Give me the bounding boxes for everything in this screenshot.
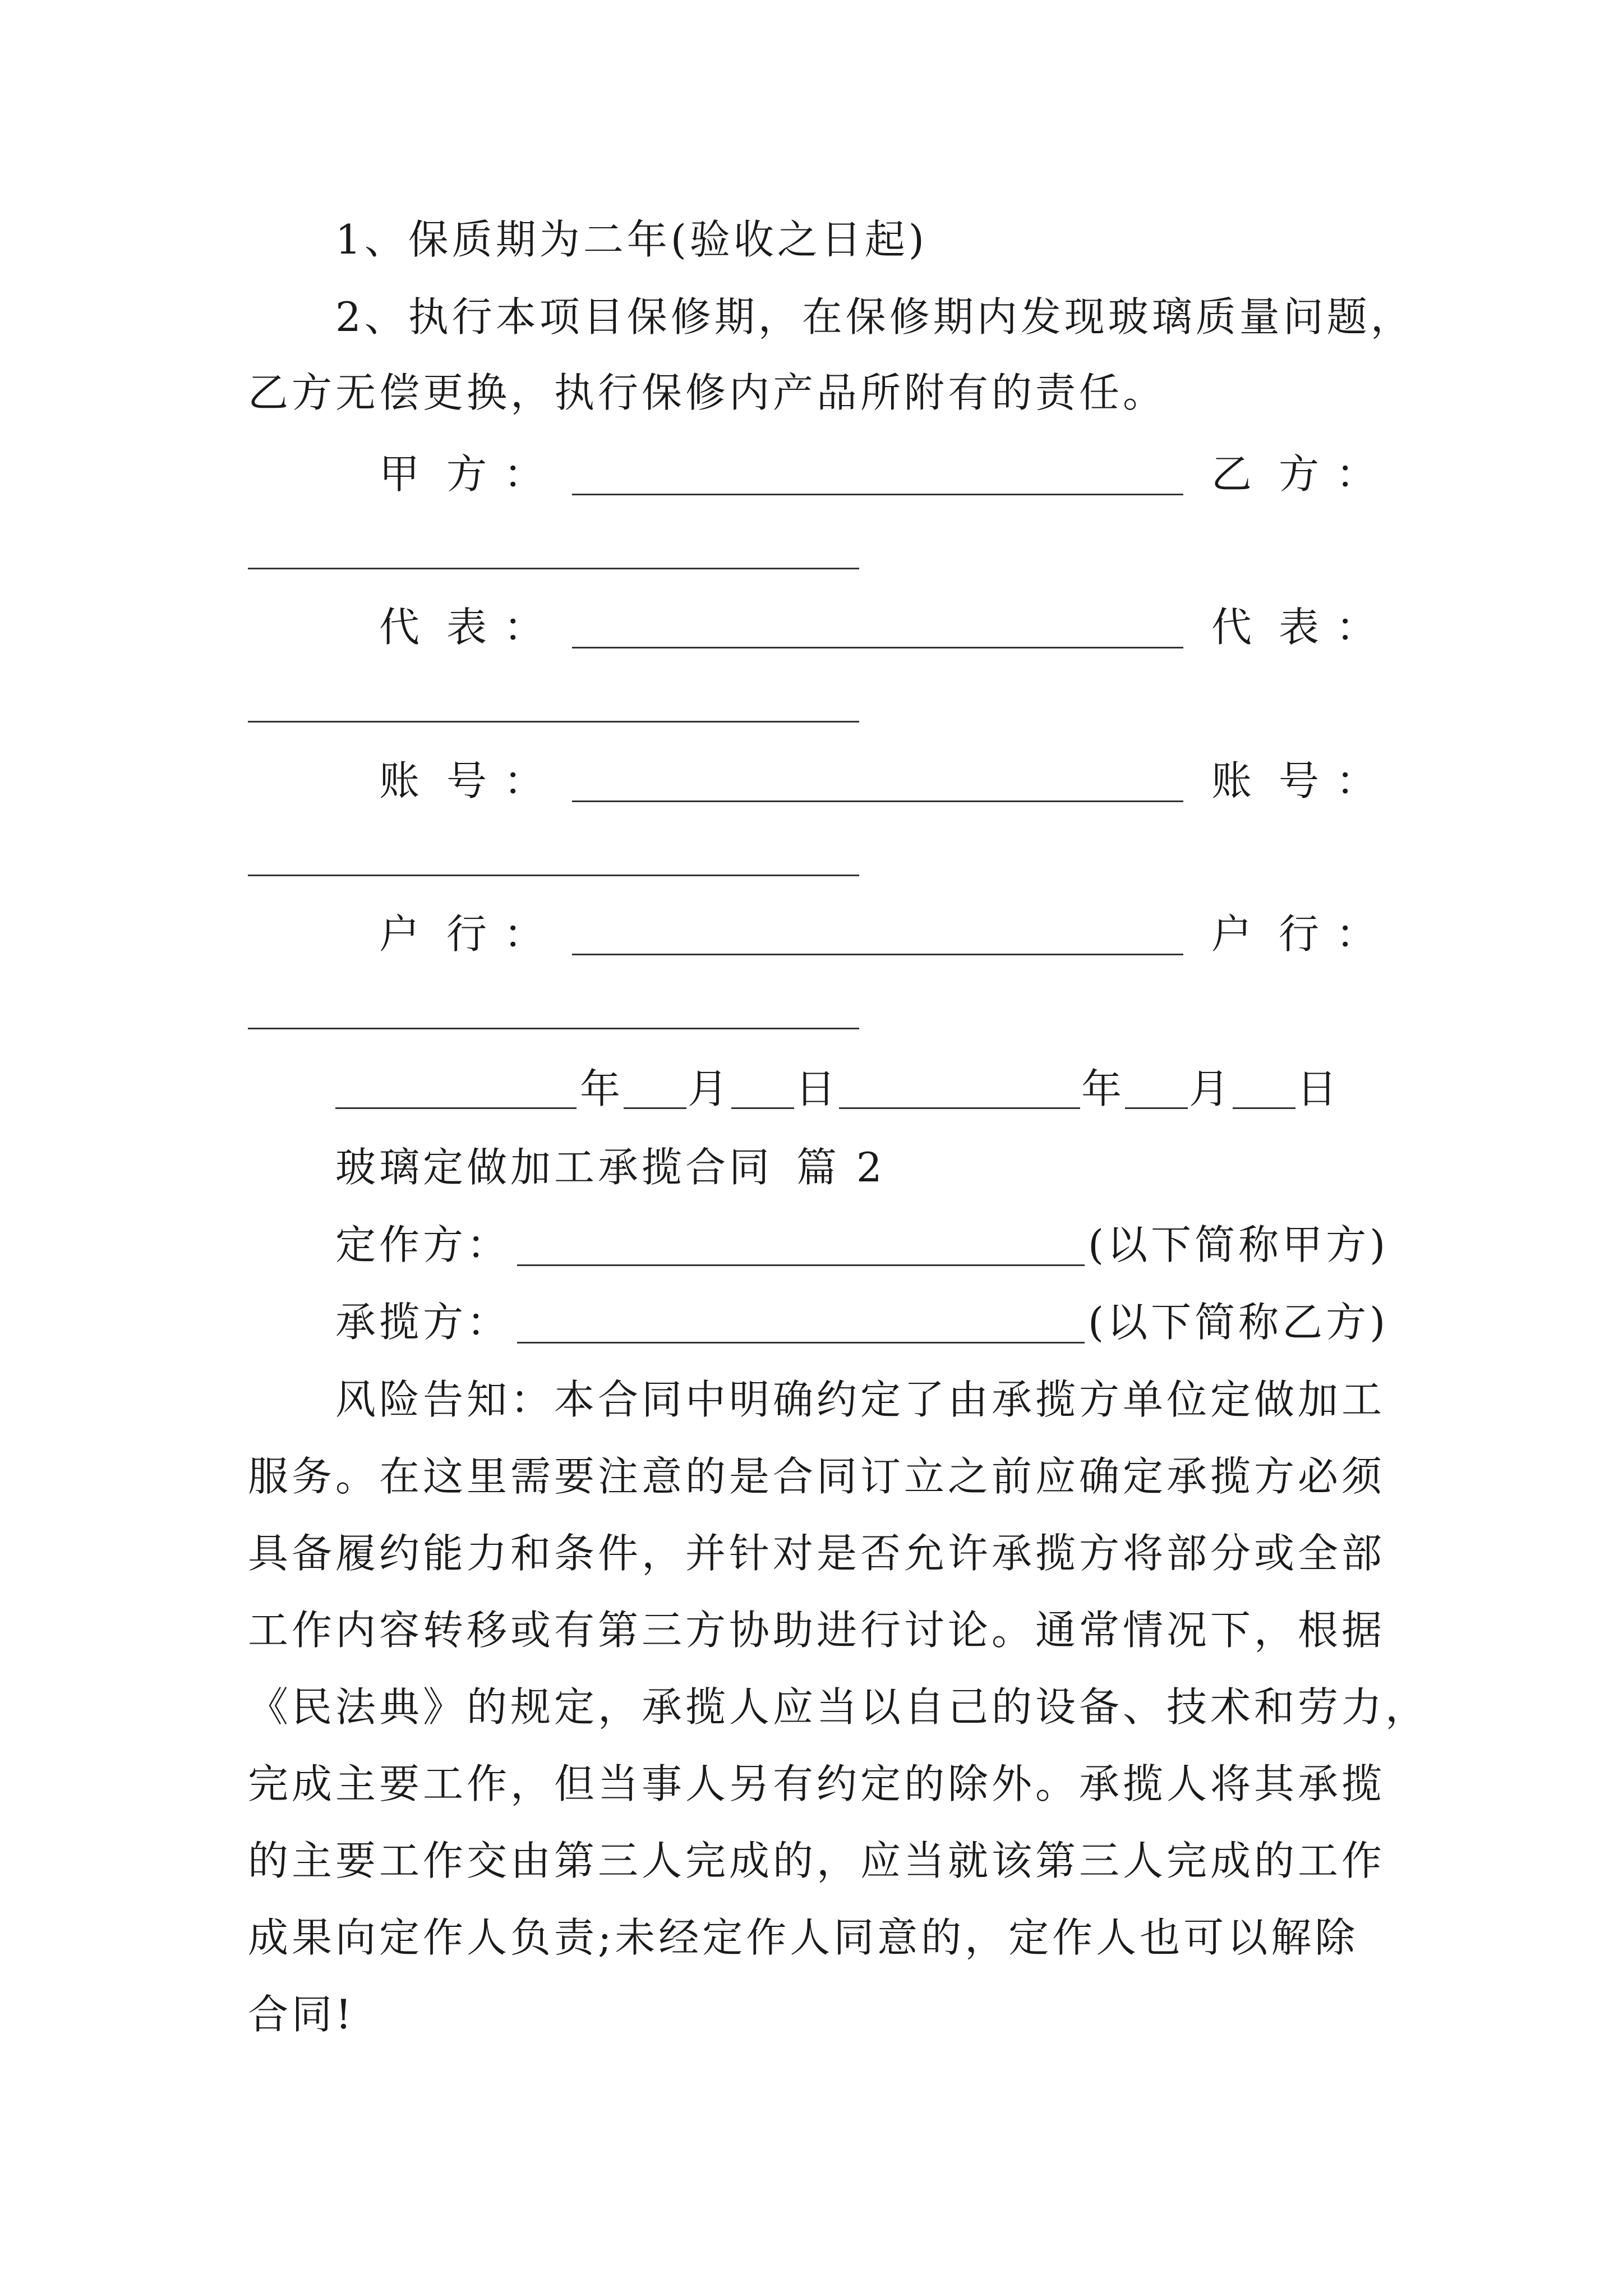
party-a-signature-line[interactable]	[572, 494, 1183, 495]
risk-notice-line: 风险告知：本合同中明确约定了由承揽方单位定做加工	[335, 1376, 1386, 1423]
date-a-month-label: 月	[688, 1065, 728, 1112]
date-a-month-blank[interactable]	[624, 1107, 686, 1109]
bank-b-line[interactable]	[248, 1028, 859, 1029]
bank-a-label-char-2: 行	[446, 910, 487, 958]
commissioning-party-label: 定作方：	[335, 1221, 511, 1268]
date-a-year-blank[interactable]	[335, 1107, 577, 1109]
party-a-colon: ：	[504, 450, 545, 498]
warranty-item-2-line-2: 乙方无偿更换，执行保修内产品所附有的责任。	[248, 369, 1167, 416]
rep-b-label-char-1: 代	[1211, 604, 1252, 651]
account-a-colon: ：	[504, 757, 545, 804]
contractor-party-blank[interactable]	[517, 1342, 1085, 1343]
contract-2-title: 玻璃定做加工承揽合同	[335, 1144, 773, 1191]
party-b-label-char-1: 乙	[1211, 450, 1252, 498]
rep-b-colon: ：	[1336, 604, 1377, 651]
date-b-day-blank[interactable]	[1233, 1107, 1295, 1109]
party-a-label-char-1: 甲	[379, 450, 420, 498]
date-b-month-blank[interactable]	[1125, 1107, 1188, 1109]
account-b-line[interactable]	[248, 875, 859, 876]
risk-notice-line: 成果向定作人负责;未经定作人同意的，定作人也可以解除	[248, 1914, 1359, 1961]
bank-b-label-char-2: 行	[1279, 910, 1320, 958]
party-b-colon: ：	[1336, 450, 1377, 498]
bank-a-label-char-1: 户	[379, 910, 420, 958]
account-b-label-char-1: 账	[1211, 757, 1252, 804]
account-a-line[interactable]	[572, 800, 1183, 802]
date-a-day-blank[interactable]	[731, 1107, 794, 1109]
date-b-year-label: 年	[1081, 1065, 1122, 1112]
bank-b-colon: ：	[1336, 910, 1377, 958]
date-b-month-label: 月	[1189, 1065, 1230, 1112]
rep-a-signature-line[interactable]	[572, 647, 1183, 648]
account-a-label-char-1: 账	[379, 757, 420, 804]
rep-b-label-char-2: 表	[1279, 604, 1320, 651]
party-b-signature-line[interactable]	[248, 568, 859, 569]
risk-notice-line: 合同!	[248, 1991, 355, 2038]
date-a-year-label: 年	[580, 1065, 621, 1112]
risk-notice-line: 具备履约能力和条件，并针对是否允许承揽方将部分或全部	[248, 1530, 1386, 1577]
account-a-label-char-2: 号	[446, 757, 487, 804]
rep-a-label-char-2: 表	[446, 604, 487, 651]
rep-a-colon: ：	[504, 604, 545, 651]
risk-notice-line: 《民法典》的规定，承揽人应当以自己的设备、技术和劳力，	[248, 1683, 1430, 1731]
bank-a-colon: ：	[504, 910, 545, 958]
date-b-year-blank[interactable]	[839, 1107, 1080, 1109]
date-b-day-label: 日	[1297, 1065, 1338, 1112]
warranty-item-2-line-1: 2、执行本项目保修期，在保修期内发现玻璃质量问题，	[335, 293, 1414, 341]
bank-a-line[interactable]	[572, 954, 1183, 955]
risk-notice-line: 工作内容转移或有第三方协助进行讨论。通常情况下，根据	[248, 1607, 1386, 1654]
account-b-label-char-2: 号	[1279, 757, 1320, 804]
commissioning-party-suffix: (以下简称甲方)	[1088, 1221, 1389, 1268]
date-a-day-label: 日	[795, 1065, 836, 1112]
rep-b-signature-line[interactable]	[248, 721, 859, 723]
contractor-party-suffix: (以下简称乙方)	[1088, 1299, 1389, 1346]
contractor-party-label: 承揽方：	[335, 1299, 511, 1346]
commissioning-party-blank[interactable]	[517, 1264, 1085, 1266]
party-a-label-char-2: 方	[446, 450, 487, 498]
risk-notice-line: 的主要工作交由第三人完成的，应当就该第三人完成的工作	[248, 1837, 1386, 1884]
account-b-colon: ：	[1336, 757, 1377, 804]
contract-2-section: 篇 2	[796, 1144, 886, 1191]
risk-notice-line: 完成主要工作，但当事人另有约定的除外。承揽人将其承揽	[248, 1760, 1386, 1807]
party-b-label-char-2: 方	[1279, 450, 1320, 498]
risk-notice-line: 服务。在这里需要注意的是合同订立之前应确定承揽方必须	[248, 1453, 1386, 1500]
bank-b-label-char-1: 户	[1211, 910, 1252, 958]
rep-a-label-char-1: 代	[379, 604, 420, 651]
warranty-item-1: 1、保质期为二年(验收之日起)	[335, 216, 928, 263]
